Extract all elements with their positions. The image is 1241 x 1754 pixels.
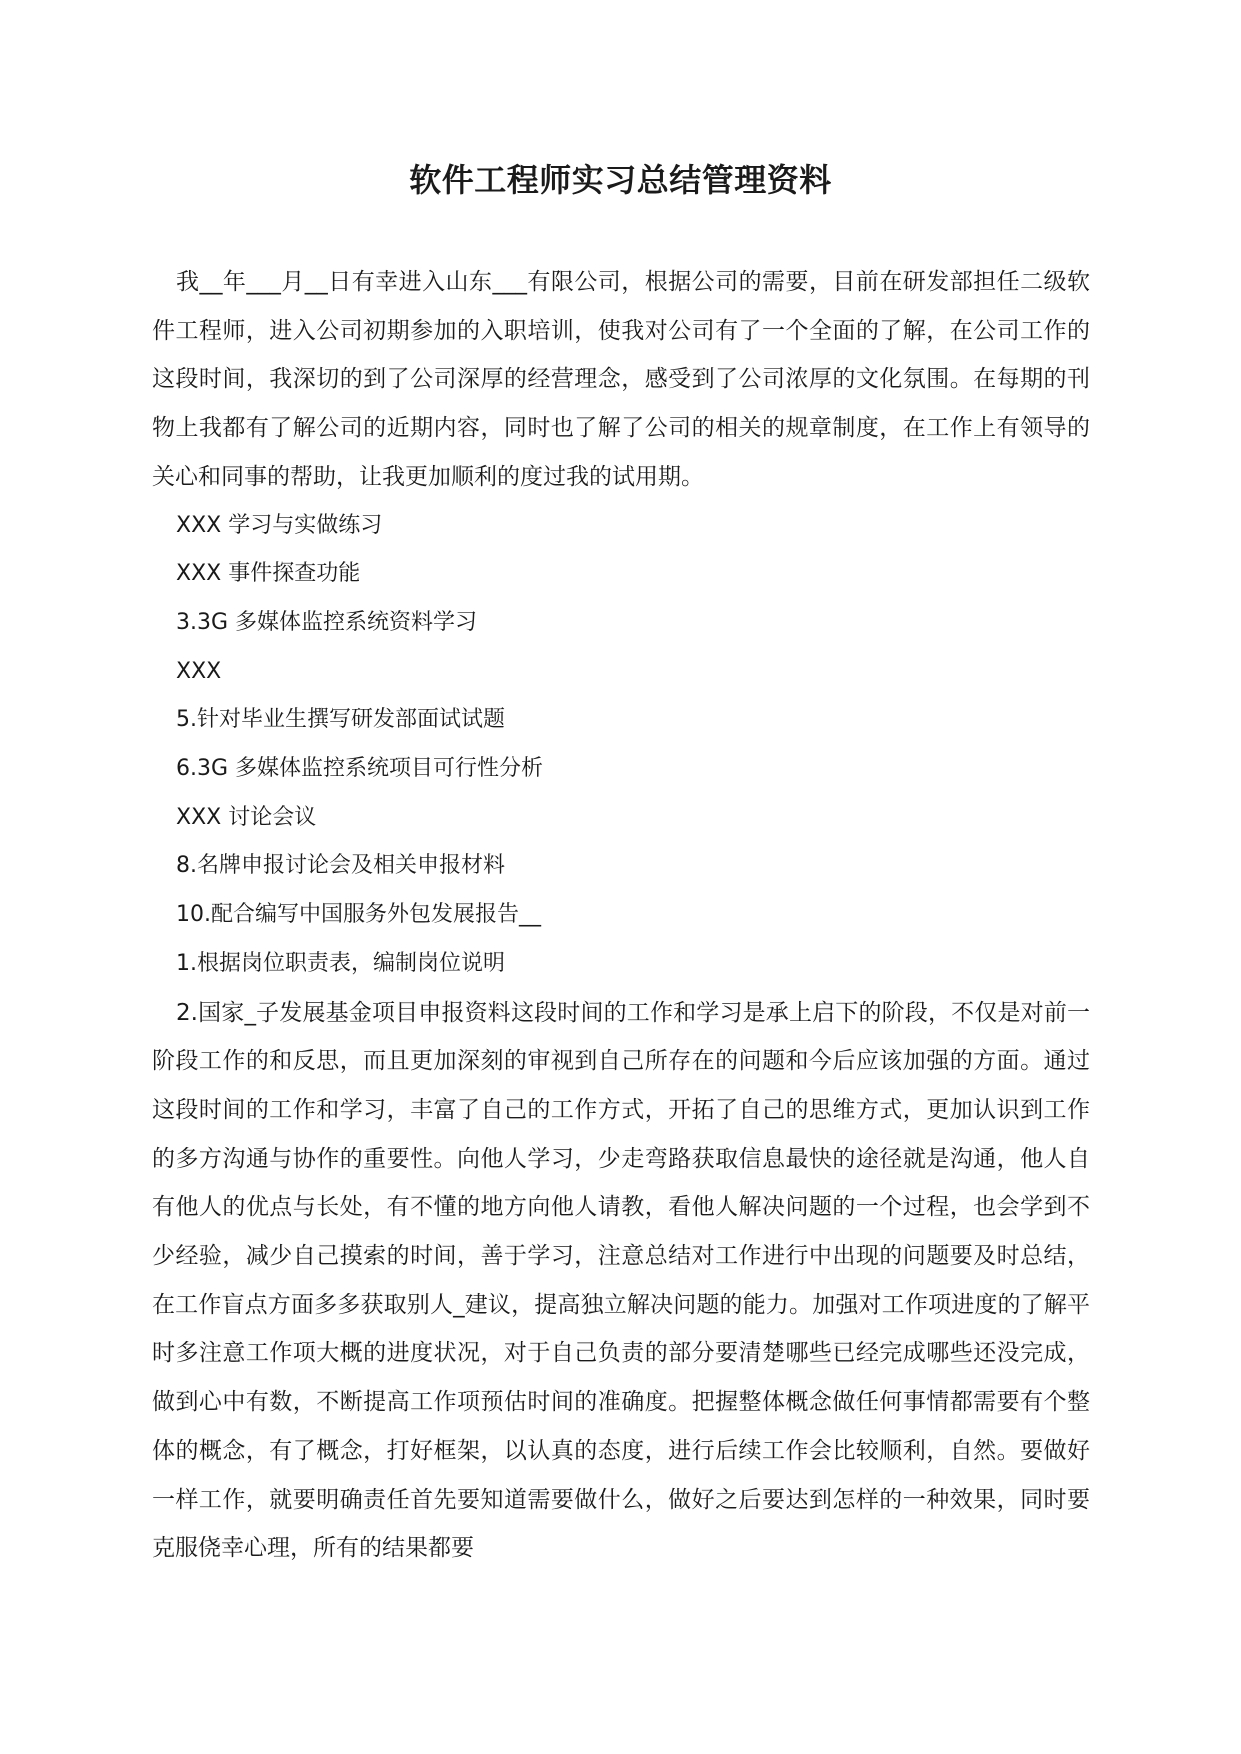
list-item: 10.配合编写中国服务外包发展报告__ [176, 902, 541, 928]
list-item: XXX 讨论会议 [176, 804, 317, 830]
task-list [152, 502, 1090, 989]
list-item: XXX [176, 658, 222, 684]
document-title: 软件工程师实习总结管理资料 [409, 161, 832, 199]
intro-paragraph: 我__年___月__日有幸进入山东___有限公司，根据公司的需要，目前在研发部担任二级软件工程师，进入公司初期参加的入职培训，使我对公司有了一个全面的了解，在公司工作的这段时间，我深切的到了公司深厚的经营理念，感受到了公司浓厚的文化氛围。在每期的刊物上我都有了解公司的近期内容，同时也了解了公司的相关的规章制度，在工作上有领导的关心和同事的帮助，让我更加顺利的度过我的试用期。 [152, 269, 1090, 490]
list-item: 5.针对毕业生撰写研发部面试试题 [176, 707, 505, 733]
closing-paragraph: 2.国家_子发展基金项目申报资料这段时间的工作和学习是承上启下的阶段，不仅是对前一阶段工作的和反思，而且更加深刻的审视到自己所存在的问题和今后应该加强的方面。通过这段时间的工作和学习，丰富了自己的工作方式，开拓了自己的思维方式，更加认识到工作的多方沟通与协作的重要性。向他人学习，少走弯路获取信息最快的途径就是沟通，他人自有他人的优点与长处，有不懂的地方向他人请教，看他人解决问题的一个过程，也会学到不少经验，减少自己摸索的时间，善于学习，注意总结对工作进行中出现的问题要及时总结，在工作盲点方面多多获取别人_建议，提高独立解决问题的能力。加强对工作项进度的了解平时多注意工作项大概的进度状况，对于自己负责的部分要清楚哪些已经完成哪些还没完成，做到心中有数，不断提高工作项预估时间的准确度。把握整体概念做任何事情都需要有个整体的概念，有了概念，打好框架，以认真的态度，进行后续工作会比较顺利，自然。要做好一样工作，就要明确责任首先要知道需要做什么，做好之后要达到怎样的一种效果，同时要克服侥幸心理，所有的结果都要 [152, 999, 1090, 1562]
document-body [152, 258, 1090, 1573]
list-item: XXX 事件探查功能 [176, 561, 361, 587]
list-item: 1.根据岗位职责表，编制岗位说明 [176, 950, 505, 976]
list-item: XXX 学习与实做练习 [176, 512, 383, 538]
list-item: 3.3G 多媒体监控系统资料学习 [176, 609, 478, 635]
list-item: 6.3G 多媒体监控系统项目可行性分析 [176, 756, 544, 782]
list-item: 8.名牌申报讨论会及相关申报材料 [176, 853, 505, 879]
